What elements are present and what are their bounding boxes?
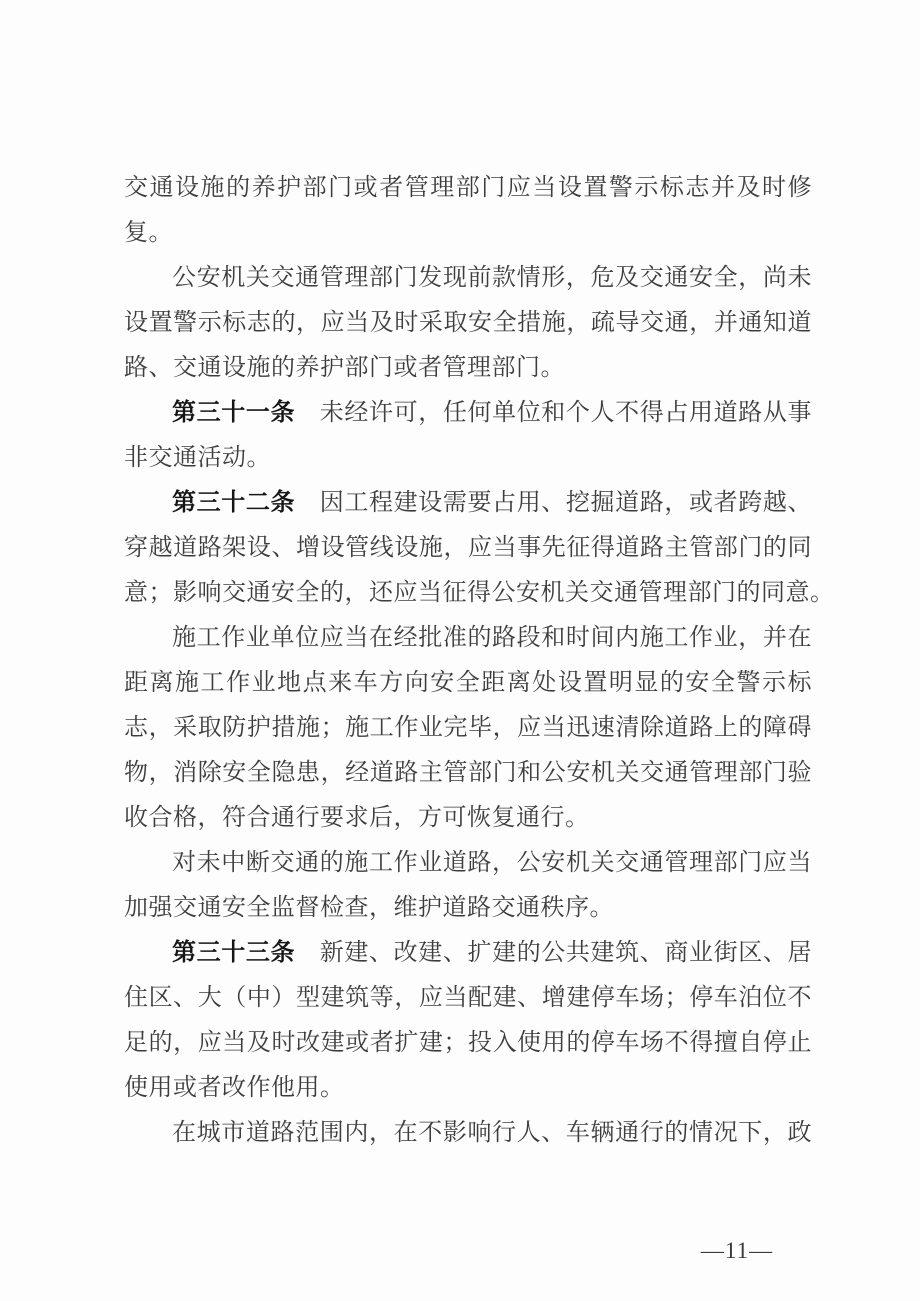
- article-number: 第三十三条: [172, 940, 296, 966]
- text-line: 加强交通安全监督检查，维护道路交通秩序。: [124, 895, 614, 921]
- text-line: 交通设施的养护部门或者管理部门应当设置警示标志并及时修: [124, 175, 812, 201]
- text-line: 公安机关交通管理部门发现前款情形，危及交通安全，尚未: [172, 265, 812, 291]
- text-line: 第三十一条 未经许可，任何单位和个人不得占用道路从事: [172, 400, 813, 426]
- text-line: 距离施工作业地点来车方向安全距离处设置明显的安全警示标: [124, 670, 812, 696]
- article-number: 第三十一条: [172, 400, 296, 426]
- text-line: 第三十二条 因工程建设需要占用、挖掘道路，或者跨越、: [172, 490, 813, 516]
- text-line: 施工作业单位应当在经批准的路段和时间内施工作业，并在: [172, 625, 812, 651]
- text-line: 非交通活动。: [124, 445, 271, 471]
- text-line: 路、交通设施的养护部门或者管理部门。: [124, 355, 565, 381]
- text-line: 收合格，符合通行要求后，方可恢复通行。: [124, 805, 590, 831]
- text-line: 复。: [124, 220, 173, 246]
- text-line: 物，消除安全隐患，经道路主管部门和公安机关交通管理部门验: [124, 760, 812, 786]
- article-number: 第三十二条: [172, 490, 296, 516]
- text-line: 在城市道路范围内，在不影响行人、车辆通行的情况下，政: [172, 1120, 812, 1146]
- page-number: —11—: [700, 1238, 774, 1263]
- text-line: 穿越道路架设、增设管线设施，应当事先征得道路主管部门的同: [124, 535, 812, 561]
- text-line: 对未中断交通的施工作业道路，公安机关交通管理部门应当: [172, 850, 812, 876]
- text-line: 住区、大（中）型建筑等，应当配建、增建停车场；停车泊位不: [124, 985, 812, 1011]
- text-line: 意；影响交通安全的，还应当征得公安机关交通管理部门的同意。: [124, 580, 835, 606]
- text-line: 足的，应当及时改建或者扩建；投入使用的停车场不得擅自停止: [124, 1030, 812, 1056]
- text-line: 志，采取防护措施；施工作业完毕，应当迅速清除道路上的障碍: [124, 715, 812, 741]
- document-body: [124, 166, 835, 1156]
- text-line: 设置警示标志的，应当及时采取安全措施，疏导交通，并通知道: [124, 310, 812, 336]
- text-line: 第三十三条 新建、改建、扩建的公共建筑、商业街区、居: [172, 940, 813, 966]
- text-line: 使用或者改作他用。: [124, 1075, 345, 1101]
